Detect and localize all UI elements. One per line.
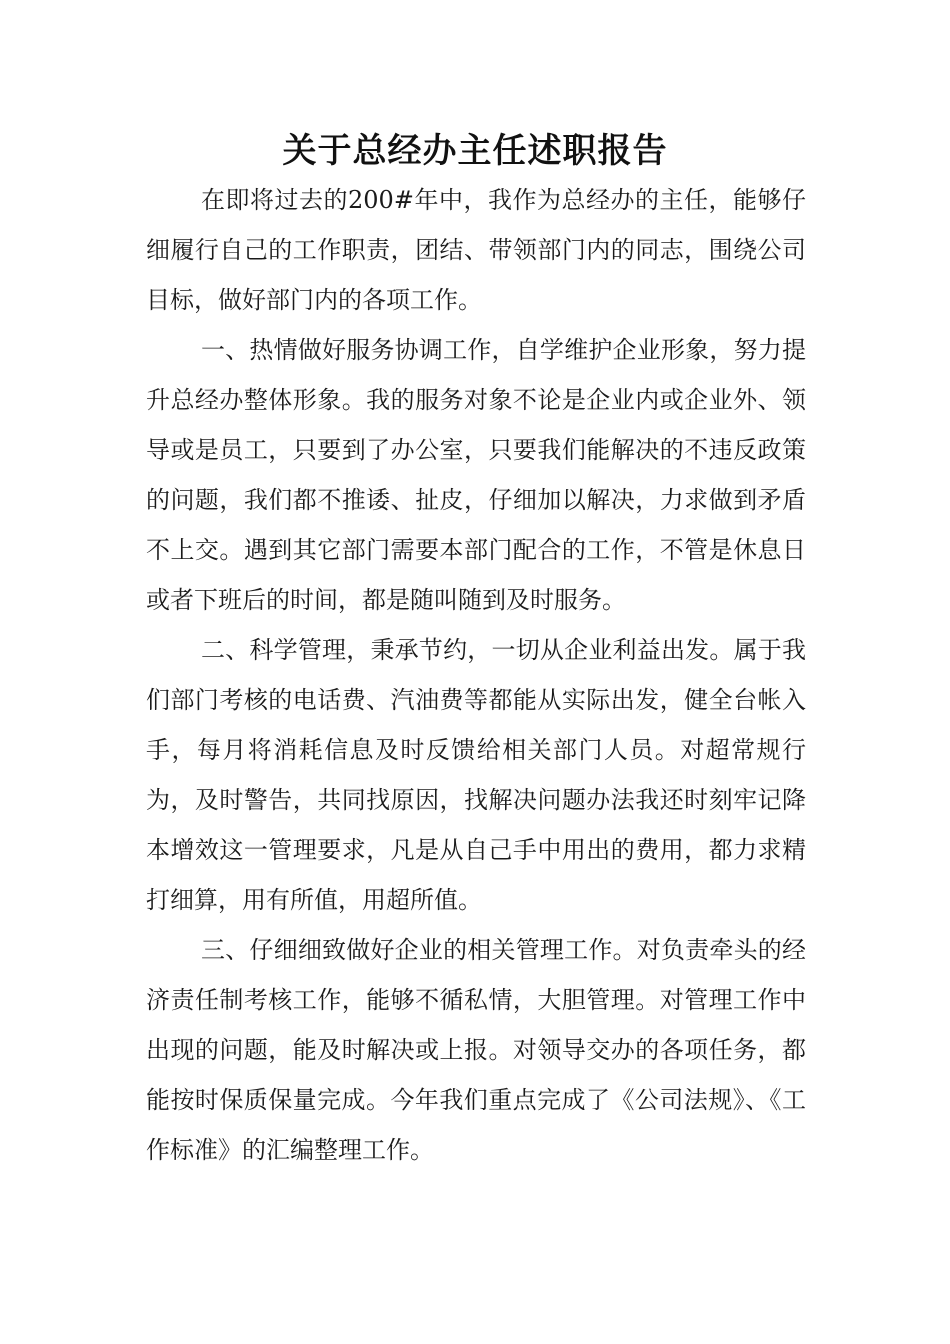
paragraph-section-1: 一、热情做好服务协调工作，自学维护企业形象，努力提升总经办整体形象。我的服务对象不论是企业内或企业外、领导或是员工，只要到了办公室，只要我们能解决的不违反政策的问题，我们都不推诿、扯皮，仔细加以解决，力求做到矛盾不上交。遇到其它部门需要本部门配合的工作，不管是休息日或者下班后的时间，都是随叫随到及时服务。 [146, 336, 806, 614]
paragraph-section-3: 三、仔细细致做好企业的相关管理工作。对负责牵头的经济责任制考核工作，能够不循私情，大胆管理。对管理工作中出现的问题，能及时解决或上报。对领导交办的各项任务，都能按时保质保量完成。今年我们重点完成了《公司法规》、《工作标准》的汇编整理工作。 [146, 936, 806, 1164]
paragraph-section-2: 二、科学管理，秉承节约，一切从企业利益出发。属于我们部门考核的电话费、汽油费等都能从实际出发，健全台帐入手，每月将消耗信息及时反馈给相关部门人员。对超常规行为，及时警告，共同找原因，找解决问题办法我还时刻牢记降本增效这一管理要求，凡是从自己手中用出的费用，都力求精打细算，用有所值，用超所值。 [146, 636, 806, 914]
document-title: 关于总经办主任述职报告 [282, 131, 668, 171]
document-body [146, 175, 806, 1175]
paragraph-intro: 在即将过去的200#年中，我作为总经办的主任，能够仔细履行自己的工作职责，团结、带领部门内的同志，围绕公司目标，做好部门内的各项工作。 [146, 186, 806, 314]
